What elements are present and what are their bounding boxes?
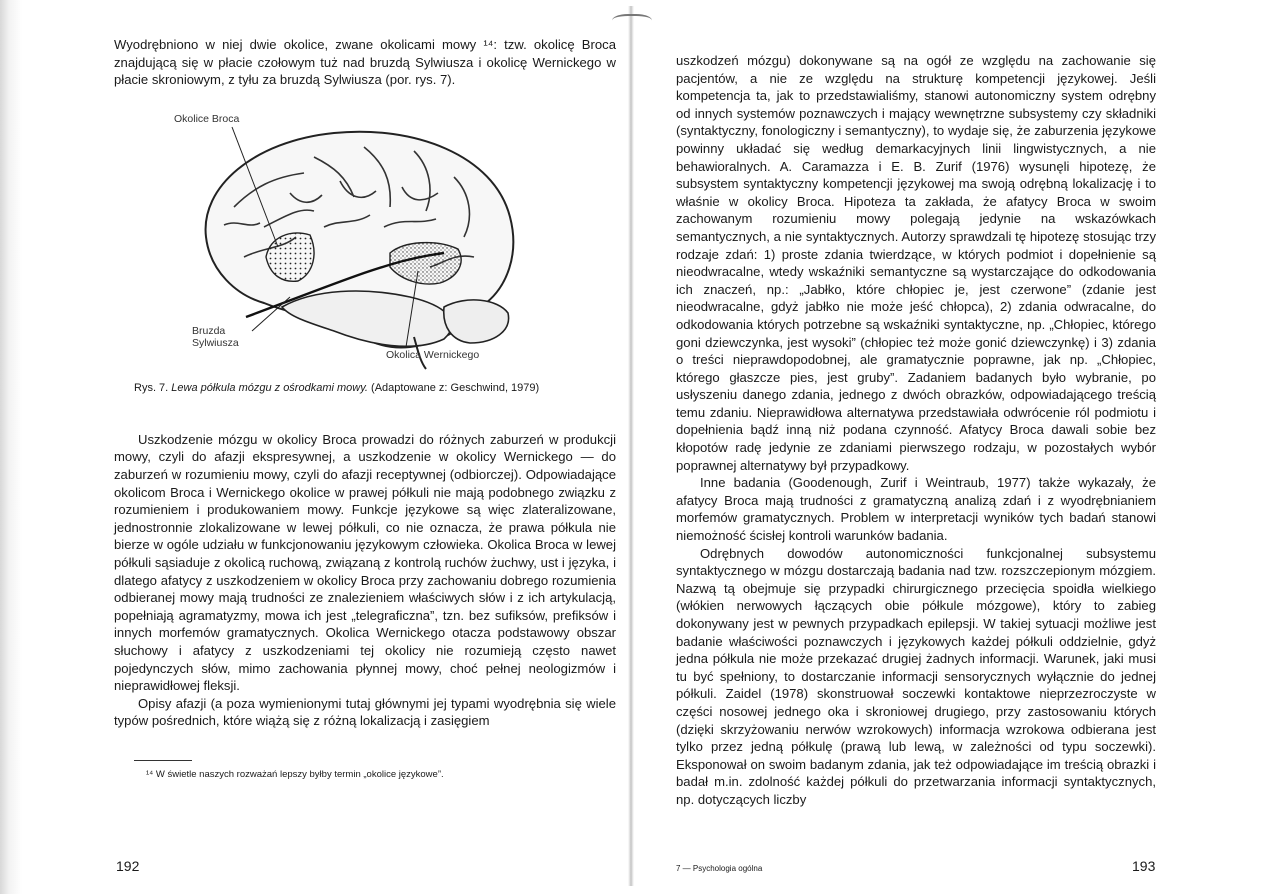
paragraph-competence: uszkodzeń mózgu) dokonywane są na ogół ze względu na zachowanie się pacjentów, a nie ze względu na strukturę kompetencji językowej. Jeśli kompetencja ta, jak to przedstawialiśmy, stanowi autonomiczny system odrębny od innych systemów poznawczych i mający wewnętrzne subsystemy czy składniki (syntaktyczny, fonologiczny i semantyczny), to wydaje się, że zaburzenia językowe powinny układać się według demarkacyjnych linii lingwistycznych, a nie behawioralnych. A. Caramazza i E. B. Zurif (1976) wysunęli hipotezę, że subsystem syntaktyczny kompetencji językowej ma swoją odrębną lokalizację i to właśnie w okolicy Broca. Hipoteza ta zakłada, że afatycy Broca w swoim zachowanym rozumieniu mowy polegają jedynie na wskazówkach semantycznych, a nie syntaktycznych. Autorzy sprawdzali tę hipotezę stosując trzy rodzaje zdań: 1) proste zdania twierdzące, w których podmiot i dopełnienie są nieodwracalne, wtedy wskaźniki semantyczne są wystarczające do odkodowania ich znaczeń, np.: „Jabłko, które chłopiec je, jest czerwone” (zdanie jest nieodwracalne, gdyż jabłko nie może jeść chłopca), 2) zdania odwracalne, do odkodowania których potrzebne są wskaźniki syntaktyczne, np. „Chłopiec, którego goni dziewczynka, jest wysoki” (chłopiec też może gonić dziewczynkę) i 3) zdania o treści nieprawdopodobnej, ale gramatycznie poprawne, jak np. „Chłopiec, którego głaszcze pies, jest gruby”. Zadaniem badanych było wybranie, po usłyszeniu danego zdania, jednego z dwóch obrazków, odpowiadającego treścią temu zdaniu. Nieprawidłowa alternatywa przedstawiała odwrócenie ról podmiotu i dopełnienia bądź inną niż podana czynność. Afatycy Broca dawali sobie bez kłopotów radę jedynie ze zdaniami pierwszego rodzaju, w pozostałych wybór poprawnej alternatywy był przypadkowy. (676, 53, 1156, 473)
label-broca: Okolice Broca (174, 112, 240, 125)
caption-prefix: Rys. 7. (134, 381, 169, 394)
footnote: ¹⁴ W świetle naszych rozważań lepszy byłby termin „okolice językowe”. (146, 768, 444, 780)
brain-illustration (114, 107, 614, 373)
footnote-rule (134, 760, 192, 761)
brain-figure (114, 107, 616, 373)
cerebellum (444, 300, 509, 343)
binding-mark (612, 14, 652, 30)
right-page (676, 52, 1156, 809)
intro-paragraph: Wyodrębniono w niej dwie okolice, zwane okolicami mowy ¹⁴: tzw. okolicę Broca znajdującą się w płacie czołowym tuż nad bruzdą Sylwiusza i okolicę Wernickego w płacie skroniowym, z tyłu za bruzdą Sylwiusza (por. rys. 7). (114, 37, 616, 88)
page-edge-shadow (0, 0, 22, 894)
label-wernicke: Okolica Wernickego (386, 348, 480, 361)
page-number-left: 192 (116, 858, 140, 874)
page-number-right: 193 (1132, 858, 1156, 874)
paragraph-other-studies: Inne badania (Goodenough, Zurif i Weintraub, 1977) także wykazały, że afatycy Broca mają trudności z gramatyczną analizą zdań i z wyodrębnianiem morfemów gramatycznych. Problem w interpretacji wyników tych badań stanowi niemożność ścisłej kontroli warunków badania. (676, 475, 1156, 544)
paragraph-aphasia: Uszkodzenie mózgu w okolicy Broca prowadzi do różnych zaburzeń w produkcji mowy, czyli do afazji ekspresywnej, a uszkodzenie w okolicy Wernickego — do zaburzeń w rozumieniu mowy, czyli do afazji receptywnej (odbiorczej). Odpowiadające okolicom Broca i Wernickego okolice w prawej półkuli nie mają podobnego związku z rozumieniem i produkowaniem mowy. Funkcje językowe są więc zlateralizowane, jednostronnie zlokalizowane w lewej półkuli, co nie oznacza, że prawa półkula nie bierze w ogóle udziału w funkcjonowaniu językowym człowieka. Okolica Broca w lewej półkuli sąsiaduje z okolicą ruchową, związaną z kontrolą ruchów żuchwy, ust i języka, i dlatego afatycy z uszkodzeniem w okolicy Broca przy zachowaniu dobrego rozumienia odbieranej mowy mają trudności ze znalezieniem właściwych słów i z ich artykulacją, popełniają agramatyzmy, mowa ich jest „telegraficzna”, tzn. bez sufiksów, prefiksów i innych morfemów gramatycznych. Okolica Wernickego otacza podstawowy obszar słuchowy i afatycy z uszkodzeniami tej okolicy nie rozumieją często nawet pojedynczych słów, mimo zachowania płynnej mowy, choć pełnej neologizmów i nieprawidłowej fleksji. (114, 431, 616, 694)
book-gutter (628, 6, 634, 886)
paragraph-aphasia-descriptions: Opisy afazji (a poza wymienionymi tutaj głównymi jej typami wyodrębnia się wiele typów pośrednich, które wiążą się z różną lokalizacją i zasięgiem (114, 695, 616, 729)
paragraph-split-brain: Odrębnych dowodów autonomiczności funkcjonalnej subsystemu syntaktycznego w mózgu dostarczają badania nad tzw. rozszczepionym mózgiem. Nazwą tą obejmuje się przypadki chirurgicznego przecięcia spoidła wielkiego (włókien nerwowych łączących obie półkule mózgowe), który to zabieg dokonywany jest w pewnych przypadkach epilepsji. W takiej sytuacji możliwe jest badanie właściwości poznawczych i językowych każdej półkuli oddzielnie, gdyż jedna półkula nie może przekazać drugiej żadnych informacji. Warunek, jaki musi tu być spełniony, to dostarczanie informacji sensorycznych wyłącznie do jednej półkuli. Zaidel (1978) skonstruował soczewki kontaktowe nieprzezroczyste w części nosowej jednego oka i skroniowej drugiego, przy zastosowaniu których (dzięki skrzyżowaniu nerwów wzrokowych) informacja wzrokowa odbierana jest tylko przez jedną półkulę (prawą lub lewą, w zależności od typu soczewki). Eksponował on swoim badanym zdania, jak też odpowiadające im treścią obrazki i badał m.in. zdolność każdej półkuli do przetwarzania informacji syntaktycznych, np. dotyczących liczby (676, 545, 1156, 807)
caption-source: (Adaptowane z: Geschwind, 1979) (371, 381, 540, 394)
left-body (114, 431, 616, 730)
caption-title: Lewa półkula mózgu z ośrodkami mowy. (171, 381, 368, 394)
left-page (114, 36, 616, 781)
signature-mark: 7 — Psychologia ogólna (676, 864, 763, 873)
label-sylvian-fissure: Bruzda Sylwiusza (192, 324, 239, 349)
figure-caption (114, 381, 616, 395)
